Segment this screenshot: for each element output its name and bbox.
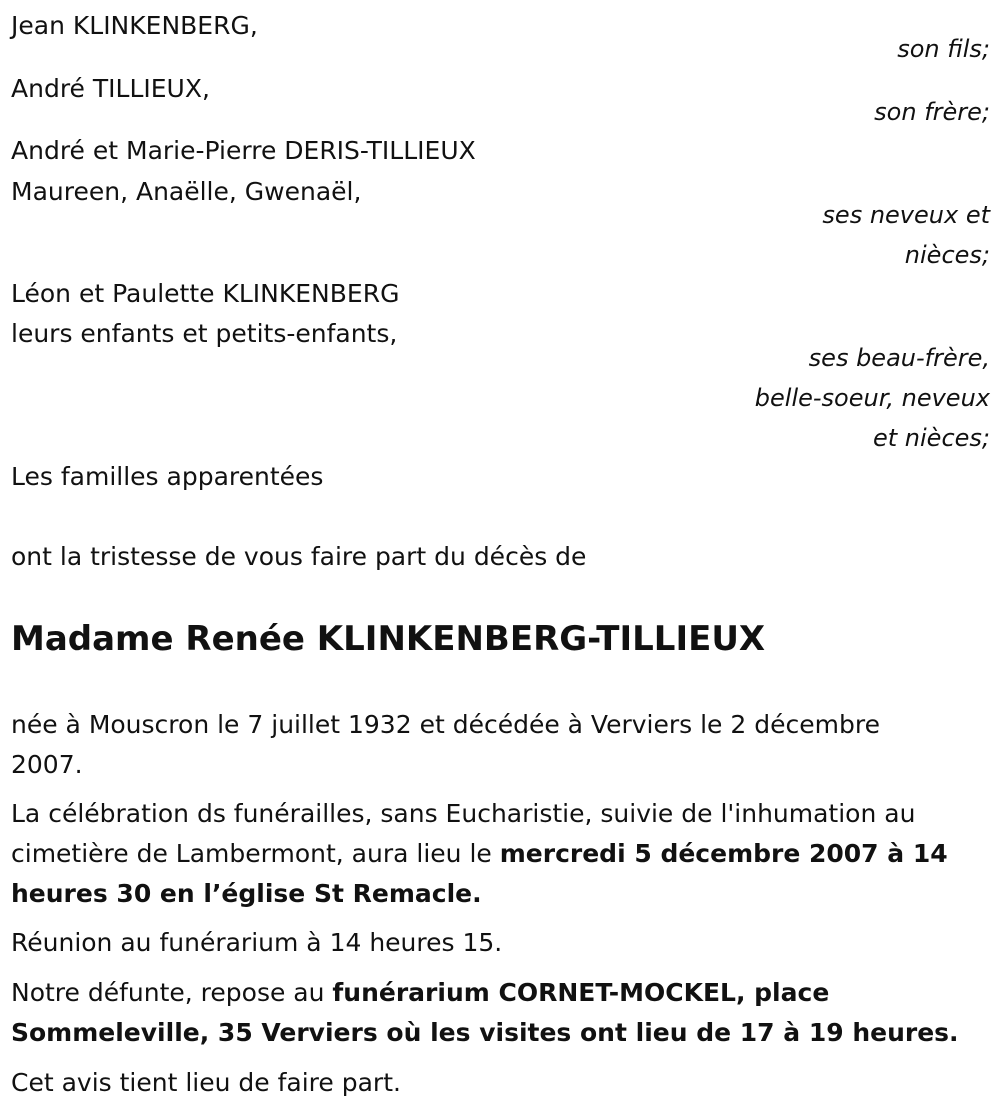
ceremony-line2-plain: cimetière de Lambermont, aura lieu le (11, 839, 500, 868)
closing-text: Cet avis tient lieu de faire part. (11, 1068, 401, 1097)
family-jean-name: Jean KLINKENBERG, (11, 11, 258, 40)
family-deris-line2: Maureen, Anaëlle, Gwenaël, (11, 177, 362, 206)
deceased-name-heading: Madame Renée KLINKENBERG-TILLIEUX (11, 619, 766, 659)
birth-death-line1: née à Mouscron le 7 juillet 1932 et décédée à Verviers le 2 décembre (11, 710, 880, 739)
family-apparentees: Les familles apparentées (11, 462, 324, 491)
ceremony-date-time: mercredi 5 décembre 2007 à 14 (499, 839, 948, 868)
announcement-text: ont la tristesse de vous faire part du décès de (11, 542, 587, 571)
repose-line2 (11, 1013, 959, 1053)
family-leon-line1: Léon et Paulette KLINKENBERG (11, 279, 400, 308)
family-andre-role: son frère; (874, 98, 990, 126)
family-andre-name: André TILLIEUX, (11, 74, 210, 103)
family-deris-role-line1: ses neveux et (822, 201, 990, 229)
repose-address-visits: Sommeleville, 35 Verviers où les visites ont lieu de 17 à 19 heures. (11, 1018, 959, 1047)
family-jean-role: son fils; (897, 35, 990, 63)
repose-funerarium: funérarium CORNET-MOCKEL, place (332, 978, 830, 1007)
family-deris-line1: André et Marie-Pierre DERIS-TILLIEUX (11, 136, 476, 165)
birth-death-line2: 2007. (11, 750, 83, 779)
family-leon-role-line3: et nièces; (873, 424, 990, 452)
repose-line1 (11, 973, 829, 1013)
family-deris-role-line2: nièces; (904, 241, 990, 269)
family-leon-role-line2: belle-soeur, neveux (754, 384, 990, 412)
reunion-text: Réunion au funérarium à 14 heures 15. (11, 928, 503, 957)
ceremony-line1: La célébration ds funérailles, sans Eucharistie, suivie de l'inhumation au (11, 799, 916, 828)
ceremony-line2 (11, 834, 948, 874)
family-leon-line2: leurs enfants et petits-enfants, (11, 319, 398, 348)
ceremony-line3 (11, 874, 482, 914)
repose-line1-plain: Notre défunte, repose au (11, 978, 333, 1007)
family-leon-role-line1: ses beau-frère, (808, 344, 990, 372)
ceremony-location: heures 30 en l’église St Remacle. (11, 879, 482, 908)
